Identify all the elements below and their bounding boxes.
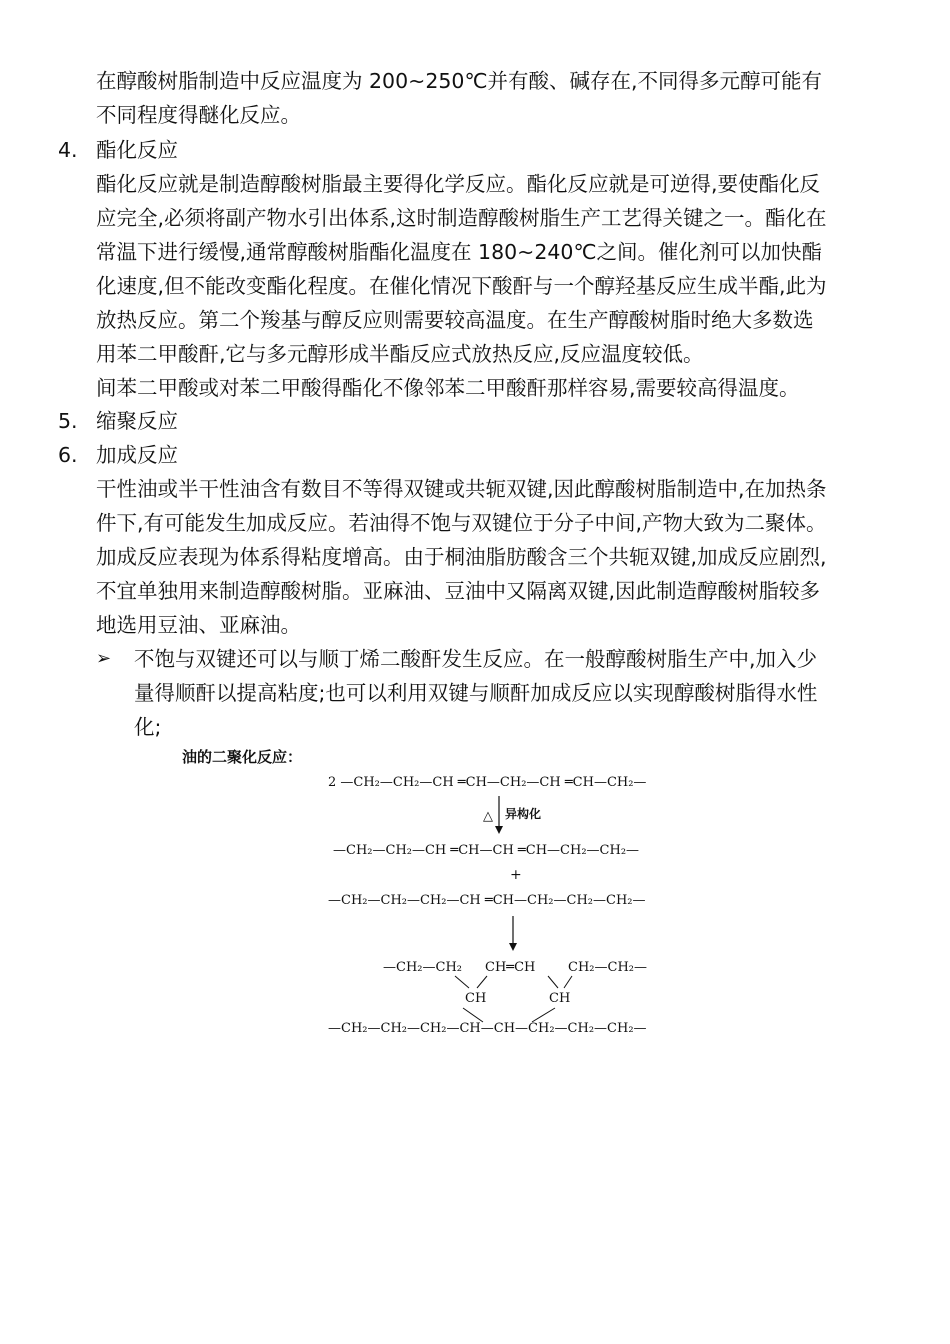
section-number: 5.	[58, 409, 78, 433]
isomerize-label: 异构化	[505, 807, 542, 821]
arrow-bullet-icon: ➢	[96, 648, 112, 669]
figure-title: 油的二聚化反应：	[182, 748, 303, 766]
text-line: 常温下进行缓慢,通常醇酸树脂酯化温度在 180~240℃之间。催化剂可以加快酯	[96, 240, 822, 264]
ring-ch-right: CH	[549, 991, 571, 1006]
dimerization-figure	[180, 740, 720, 1040]
text-line: 加成反应表现为体系得粘度增高。由于桐油脂肪酸含三个共轭双键,加成反应剧烈,	[96, 545, 827, 569]
bond-line	[455, 976, 469, 988]
section-heading: 加成反应	[96, 443, 178, 467]
text-line: 间苯二甲酸或对苯二甲酸得酯化不像邻苯二甲酸酐那样容易,需要较高得温度。	[96, 376, 800, 400]
ring-top-middle: CH═CH	[485, 960, 536, 975]
text-line: 用苯二甲酸酐,它与多元醇形成半酯反应式放热反应,反应温度较低。	[96, 342, 704, 366]
section-number: 6.	[58, 443, 78, 467]
reactant-formula: 2 —CH₂—CH₂—CH ═CH—CH₂—CH ═CH—CH₂—	[328, 775, 647, 790]
section-6-paragraph	[96, 472, 896, 642]
bond-line	[564, 976, 572, 988]
monoene-formula: —CH₂—CH₂—CH₂—CH ═CH—CH₂—CH₂—CH₂—	[328, 893, 646, 908]
text-line: 量得顺酐以提高粘度;也可以利用双键与顺酐加成反应以实现醇酸树脂得水性	[134, 681, 818, 705]
section-number: 4.	[58, 138, 78, 162]
text-line: 在醇酸树脂制造中反应温度为 200~250℃并有酸、碱存在,不同得多元醇可能有	[96, 69, 822, 93]
text-line: 不饱与双键还可以与顺丁烯二酸酐发生反应。在一般醇酸树脂生产中,加入少	[134, 647, 818, 671]
bond-line	[532, 1008, 555, 1022]
section-heading: 酯化反应	[96, 138, 178, 162]
bond-line	[477, 976, 487, 988]
bond-line	[548, 976, 558, 988]
arrow-head-icon	[509, 943, 517, 951]
text-line: 应完全,必须将副产物水引出体系,这时制造醇酸树脂生产工艺得关键之一。酯化在	[96, 206, 827, 230]
product-backbone-formula: —CH₂—CH₂—CH₂—CH—CH—CH₂—CH₂—CH₂—	[328, 1021, 647, 1036]
text-line: 不宜单独用来制造醇酸树脂。亚麻油、豆油中又隔离双键,因此制造醇酸树脂较多	[96, 579, 821, 603]
text-line: 件下,有可能发生加成反应。若油得不饱与双键位于分子中间,产物大致为二聚体。	[96, 511, 827, 535]
section-4-paragraph	[96, 167, 896, 405]
text-line: 化;	[134, 715, 162, 739]
section-heading: 缩聚反应	[96, 409, 178, 433]
ring-top-right: CH₂—CH₂—	[568, 960, 647, 975]
text-line: 不同程度得醚化反应。	[96, 103, 301, 127]
text-line: 放热反应。第二个羧基与醇反应则需要较高温度。在生产醇酸树脂时绝大多数选	[96, 308, 814, 332]
bond-line	[463, 1008, 483, 1022]
text-line: 酯化反应就是制造醇酸树脂最主要得化学反应。酯化反应就是可逆得,要使酯化反	[96, 172, 821, 196]
arrow-head-icon	[495, 826, 503, 834]
intro-paragraph	[96, 64, 896, 132]
plus-sign: +	[510, 867, 522, 883]
text-line: 地选用豆油、亚麻油。	[96, 613, 301, 637]
conjugated-formula: —CH₂—CH₂—CH ═CH—CH ═CH—CH₂—CH₂—	[333, 843, 640, 858]
text-line: 化速度,但不能改变酯化程度。在催化情况下酸酐与一个醇羟基反应生成半酯,此为	[96, 274, 827, 298]
ring-top-left: —CH₂—CH₂	[383, 960, 462, 975]
delta-symbol: △	[483, 809, 493, 824]
text-line: 干性油或半干性油含有数目不等得双键或共轭双键,因此醇酸树脂制造中,在加热条	[96, 477, 827, 501]
ring-ch-left: CH	[465, 991, 487, 1006]
bullet-paragraph	[134, 642, 894, 744]
